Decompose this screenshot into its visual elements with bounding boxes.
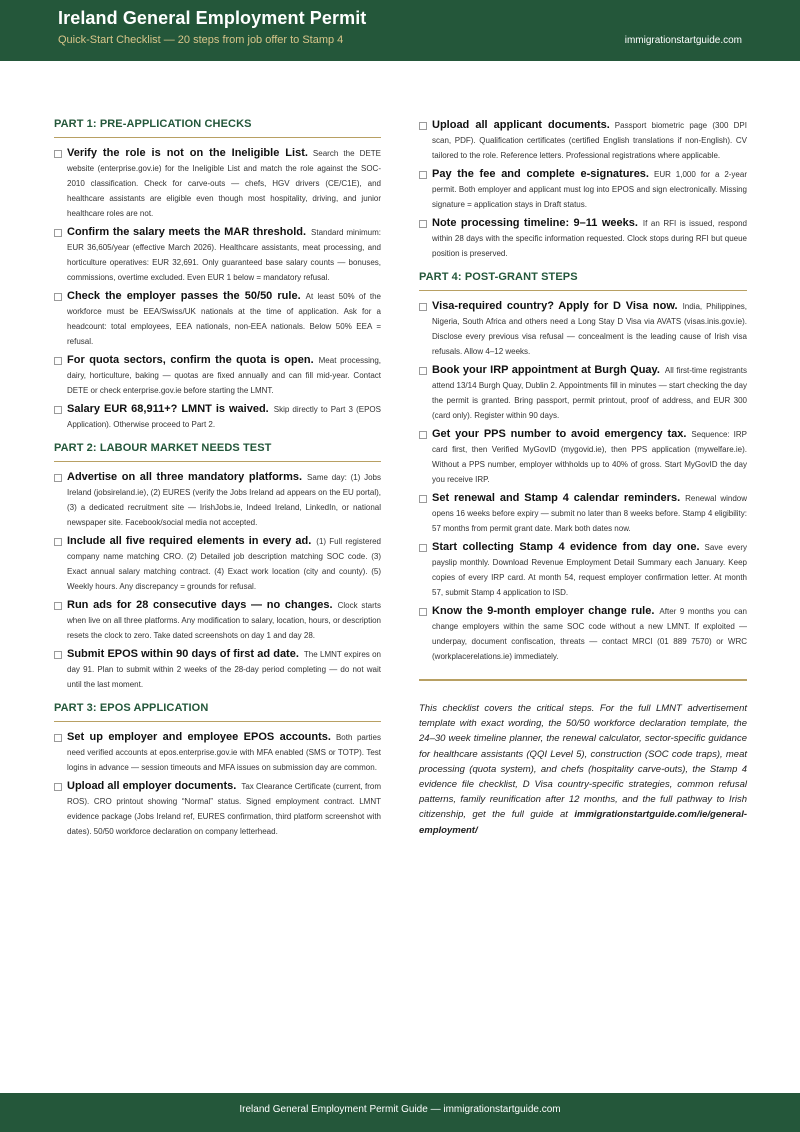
item-heading: Upload all employer documents. — [67, 780, 237, 792]
left-column — [54, 118, 381, 843]
item-heading: Salary EUR 68,911+? LMNT is waived. — [67, 403, 269, 415]
checklist-item — [54, 534, 381, 594]
item-heading: Advertise on all three mandatory platforms. — [67, 471, 303, 483]
checklist-item — [419, 363, 747, 423]
item-heading: Book your IRP appointment at Burgh Quay. — [432, 364, 660, 376]
footer-text: Ireland General Employment Permit Guide — immigrationstartguide.com — [239, 1104, 561, 1115]
checklist-item — [54, 289, 381, 349]
item-heading: Verify the role is not on the Ineligible List. — [67, 147, 308, 159]
section-title: PART 3: EPOS APPLICATION — [54, 702, 209, 714]
checklist-item — [419, 118, 747, 163]
item-description: Standard minimum: EUR 36,605/year (effective March 2026). Healthcare assistants, meat processing, and horticulture operatives: EUR 32,691. Only guaranteed base salary counts — bonuses, commissions, overtime excluded. Even EUR 1 below = mandatory refusal. — [67, 228, 382, 282]
item-description: Sequence: IRP card first, then Verified MyGovID (mygovid.ie), then PPS application (mywelfare.ie). Without a PPS number, employer withholds up to 40% of gross. Start MyGovID the day you receive IRP. — [432, 430, 747, 484]
item-description: (1) Full registered company name matching CRO. (2) Detailed job description matching SOC code. (3) Exact annual salary matching contract. (4) Exact work location (city and county). (5) Weekly hours. Any discrepancy = grounds for refusal. — [67, 537, 381, 591]
item-heading: Get your PPS number to avoid emergency tax. — [432, 428, 687, 440]
checklist-item — [54, 402, 381, 432]
section-divider — [54, 137, 381, 138]
item-description: At least 50% of the workforce must be EEA/Swiss/UK nationals at the time of application. Ask for a headcount: total employees, EEA nationals, non-EEA nationals. Below 50% EEA = refusal. — [67, 292, 381, 346]
checkbox[interactable] — [419, 431, 427, 439]
checkbox[interactable] — [54, 229, 62, 237]
checkbox[interactable] — [54, 538, 62, 546]
checkbox[interactable] — [419, 544, 427, 552]
item-heading: Upload all applicant documents. — [432, 119, 610, 131]
section-title: PART 2: LABOUR MARKET NEEDS TEST — [54, 442, 272, 454]
checklist-item — [54, 470, 381, 530]
section-divider — [419, 290, 747, 291]
checkbox[interactable] — [419, 171, 427, 179]
item-description: The LMNT expires on day 91. Plan to submit within 2 weeks of the 28-day period completing — do not wait until the last moment. — [67, 650, 381, 689]
item-description: Tax Clearance Certificate (current, from ROS). CRO printout showing “Normal” status. Signed employment contract. LMNT evidence package (Jobs Ireland ref, EURES confirmation, third platform screenshot with dates). 50/50 workforce declaration on company letterhead. — [67, 782, 381, 836]
checkbox[interactable] — [419, 303, 427, 311]
section-divider — [54, 461, 381, 462]
checkbox[interactable] — [54, 150, 62, 158]
item-description: EUR 1,000 for a 2-year permit. Both employer and applicant must log into EPOS and sign electronically. Missing signature = application stays in Draft status. — [432, 170, 747, 209]
item-description: After 9 months you can change employers within the same SOC code without a new LMNT. If exploited — underpay, document confiscation, threats — contact MRCI (01 889 7570) or WRC (workplacerelations.ie) immediately. — [432, 607, 747, 661]
checkbox[interactable] — [419, 608, 427, 616]
item-heading: Set up employer and employee EPOS accounts. — [67, 731, 331, 743]
page-header — [0, 0, 800, 61]
item-heading: Include all five required elements in every ad. — [67, 535, 312, 547]
checkbox[interactable] — [54, 783, 62, 791]
section-title: PART 1: PRE-APPLICATION CHECKS — [54, 118, 252, 130]
item-heading: Note processing timeline: 9–11 weeks. — [432, 217, 638, 229]
item-heading: Pay the fee and complete e-signatures. — [432, 168, 649, 180]
checklist-item — [419, 604, 747, 664]
checkbox[interactable] — [54, 406, 62, 414]
right-sections — [419, 271, 747, 664]
checklist-item — [54, 353, 381, 398]
right-column — [419, 118, 747, 838]
item-heading: Check the employer passes the 50/50 rule. — [67, 290, 301, 302]
item-description: Both parties need verified accounts at epos.enterprise.gov.ie with MFA enabled (SMS or TOTP). Test logins in advance — session timeouts and MFA issues on submission day are common. — [67, 733, 381, 772]
item-heading: Submit EPOS within 90 days of first ad date. — [67, 648, 299, 660]
part-3-continued — [419, 118, 747, 261]
checkbox[interactable] — [54, 293, 62, 301]
checklist-item — [419, 427, 747, 487]
item-description: India, Philippines, Nigeria, South Africa and others need a Long Stay D Visa via AVATS (visas.inis.gov.ie). Disclose every previous visa refusal — concealment is the leading cause of Irish visa refusals. Allow 4–12 weeks. — [432, 302, 747, 356]
checkbox[interactable] — [54, 357, 62, 365]
item-description: If an RFI is issued, respond within 28 days with the specific information requested. Clock stops during RFI but queue position is preserved. — [432, 219, 747, 258]
checklist-item — [419, 299, 747, 359]
checkbox[interactable] — [54, 734, 62, 742]
item-heading: Confirm the salary meets the MAR threshold. — [67, 226, 307, 238]
page-subtitle: Quick-Start Checklist — 20 steps from job offer to Stamp 4 — [58, 34, 344, 46]
checklist-item — [419, 167, 747, 212]
item-heading: Run ads for 28 consecutive days — no changes. — [67, 599, 333, 611]
checklist-item — [54, 730, 381, 775]
closing-note — [419, 701, 747, 838]
item-description: Skip directly to Part 3 (EPOS Application). Otherwise proceed to Part 2. — [67, 405, 381, 429]
item-heading: Visa-required country? Apply for D Visa now. — [432, 300, 678, 312]
item-description: Passport biometric page (300 DPI scan, PDF). Qualification certificates (certified English translations if non-English). CV tailored to the role. Reference letters. Professional registrations where applicable. — [432, 121, 747, 160]
checklist-item — [54, 598, 381, 643]
checkbox[interactable] — [54, 602, 62, 610]
item-heading: Set renewal and Stamp 4 calendar reminders. — [432, 492, 681, 504]
item-description: Search the DETE website (enterprise.gov.ie) for the Ineligible List and match the role against the SOC-2010 classification. Check for carve-outs — chefs, HGV drivers (CE/C1E), and healthcare assistants are eligible even though most hospitality, driving, and junior healthcare roles are not. — [67, 149, 382, 218]
section-divider — [54, 721, 381, 722]
item-heading: For quota sectors, confirm the quota is open. — [67, 354, 314, 366]
checklist-item — [54, 225, 381, 285]
full-guide-link[interactable]: immigrationstartguide.com/ie/general-employment/ — [419, 809, 748, 836]
checklist-item — [54, 146, 381, 221]
header-site-link[interactable]: immigrationstartguide.com — [624, 35, 742, 46]
page-footer — [0, 1093, 800, 1132]
item-description: Save every payslip monthly. Download Revenue Employment Detail Summary each January. Keep copies of every IRP card. At month 54, request employer confirmation letter. At month 57, submit Stamp 4 application to ISD. — [432, 543, 747, 597]
item-heading: Know the 9-month employer change rule. — [432, 605, 655, 617]
checkbox[interactable] — [419, 122, 427, 130]
checklist-item — [419, 216, 747, 261]
item-description: All first-time registrants attend 13/14 Burgh Quay, Dublin 2. Appointments fill in minutes — start checking the day the permit is granted. Bring passport, permit printout, proof of address, and EUR 300 (card only). Register within 90 days. — [432, 366, 747, 420]
closing-divider — [419, 679, 747, 681]
item-description: Renewal window opens 16 weeks before expiry — submit no later than 8 weeks before. Stamp 4 eligibility: 57 months from permit grant date. Mark both dates now. — [432, 494, 747, 533]
checkbox[interactable] — [419, 367, 427, 375]
checkbox[interactable] — [419, 495, 427, 503]
closing-text: This checklist covers the critical steps. For the full LMNT advertisement template with exact wording, the 50/50 workforce declaration template, the 24–30 week timeline planner, the renewal calculator, sector-specific guidance for healthcare assistants (QQI Level 5), construction (SOC code traps), meat processing (quota system), and chefs (hospitality carve-outs), the Stamp 4 evidence file checklist, D Visa country-specific strategies, common refusal patterns, family reunification after 12 months, and the full pathway to Irish citizenship, get the full guide at — [419, 703, 747, 821]
page-title: Ireland General Employment Permit — [58, 8, 367, 28]
item-description: Clock starts when live on all three platforms. Any modification to salary, location, hours, or description resets the clock to zero. Take dated screenshots on day 1 and day 28. — [67, 601, 381, 640]
item-description: Same day: (1) Jobs Ireland (jobsireland.ie), (2) EURES (verify the Jobs Ireland ad appears on the EU portal), (3) a dedicated recruitment site — IrishJobs.ie, Indeed Ireland, LinkedIn, or national newspaper site. Facebook/social media not accepted. — [67, 473, 381, 527]
checkbox[interactable] — [54, 474, 62, 482]
checklist-item — [419, 491, 747, 536]
checkbox[interactable] — [419, 220, 427, 228]
section-title: PART 4: POST-GRANT STEPS — [419, 271, 578, 283]
checklist-item — [54, 779, 381, 839]
item-heading: Start collecting Stamp 4 evidence from day one. — [432, 541, 700, 553]
checkbox[interactable] — [54, 651, 62, 659]
checklist-item — [419, 540, 747, 600]
checklist-item — [54, 647, 381, 692]
item-description: Meat processing, dairy, horticulture, baking — quotas are fixed annually and can fill mid-year. Contact DETE or check enterprise.gov.ie before starting the LMNT. — [67, 356, 381, 395]
